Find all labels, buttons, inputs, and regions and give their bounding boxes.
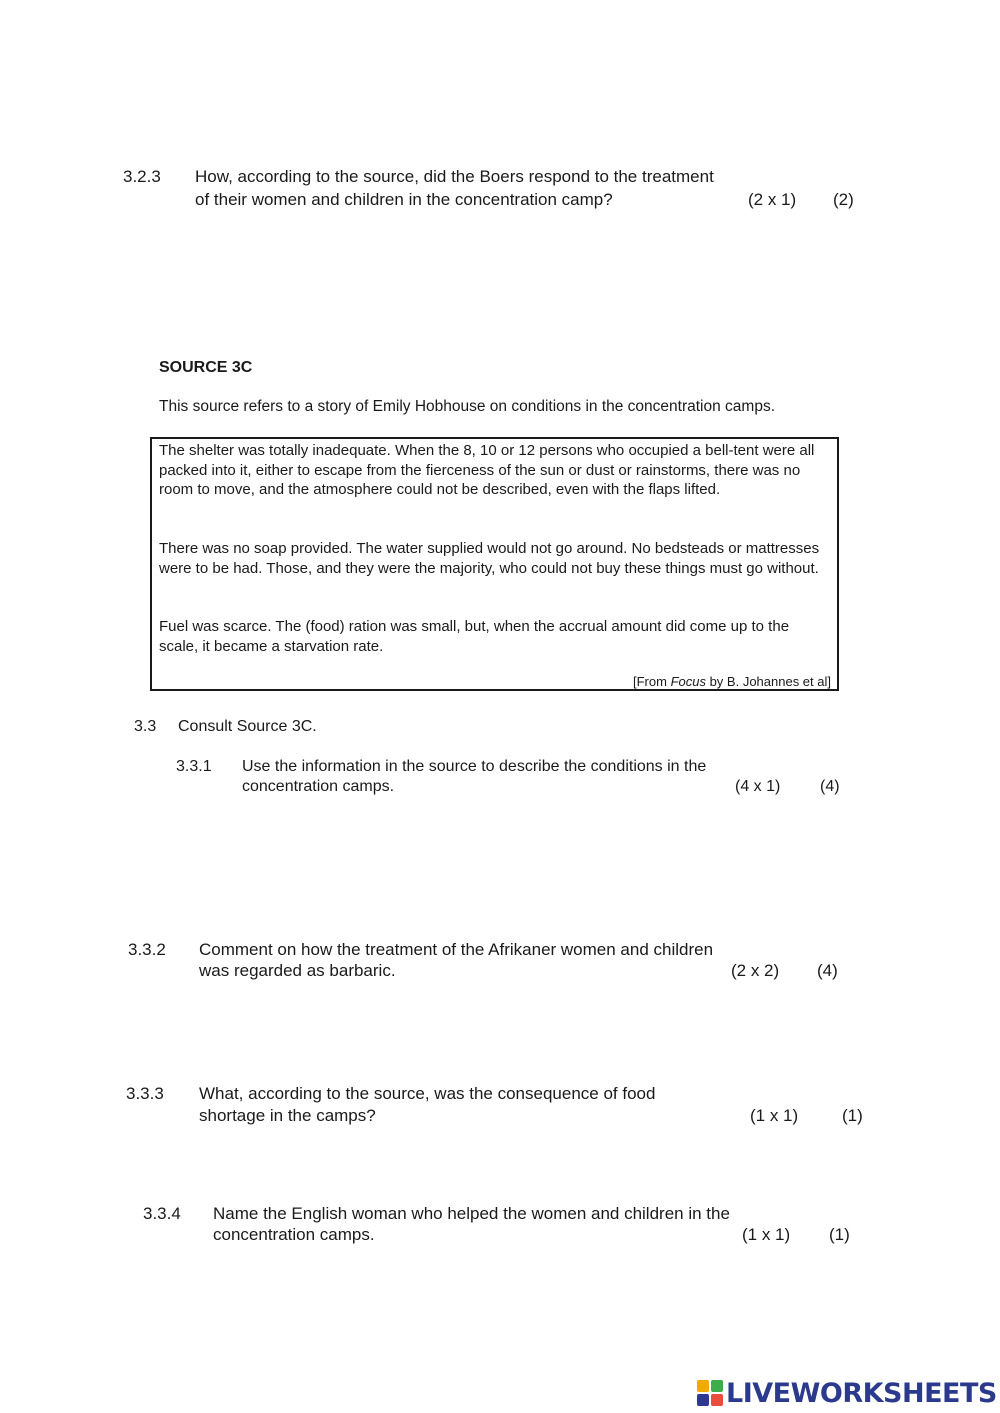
total-marks: (4) <box>820 778 840 795</box>
mark-allocation: (2 x 2) <box>731 961 780 980</box>
total-marks: (2) <box>833 190 854 209</box>
total-marks: (1) <box>842 1106 863 1125</box>
question-text-line: How, according to the source, did the Boers respond to the treatment <box>195 167 714 186</box>
question-number: 3.3 <box>134 718 157 735</box>
source-paragraph: There was no soap provided. The water supplied would not go around. No bedsteads or mattresses were to be had. Those, and they were the majority, who could not buy these things must go without. <box>159 540 820 577</box>
question-text-line: concentration camps. <box>213 1225 375 1244</box>
question-text-line: was regarded as barbaric. <box>199 961 396 980</box>
total-marks: (1) <box>829 1225 850 1244</box>
question-text-line: Use the information in the source to describe the conditions in the <box>242 758 707 775</box>
question-text-line: concentration camps. <box>242 778 395 795</box>
question-number: 3.2.3 <box>123 167 161 186</box>
logo-square <box>697 1394 709 1406</box>
question-text-line: shortage in the camps? <box>199 1106 376 1125</box>
mark-allocation: (1 x 1) <box>742 1225 791 1244</box>
source-paragraph: Fuel was scarce. The (food) ration was small, but, when the accrual amount did come up to the scale, it became a starvation rate. <box>159 618 790 655</box>
logo-square <box>711 1394 723 1406</box>
source-paragraph: The shelter was totally inadequate. When the 8, 10 or 12 persons who occupied a bell-tent were all packed into it, either to escape from the fierceness of the sun or dust or rainstorms, there was no room to move, and the atmosphere could not be described, even with the flaps lifted. <box>159 442 815 499</box>
question-number: 3.3.4 <box>143 1204 181 1223</box>
mark-allocation: (4 x 1) <box>735 778 781 795</box>
logo-square <box>711 1380 723 1392</box>
logo-square <box>697 1380 709 1392</box>
question-text-line: Consult Source 3C. <box>178 718 317 735</box>
liveworksheets-logo <box>697 1378 997 1408</box>
question-text-line: of their women and children in the concentration camp? <box>195 190 613 209</box>
question-number: 3.3.1 <box>176 758 212 775</box>
mark-allocation: (2 x 1) <box>748 190 797 209</box>
source-intro: This source refers to a story of Emily Hobhouse on conditions in the concentration camps. <box>159 398 775 415</box>
liveworksheets-logo-icon <box>697 1380 723 1406</box>
question-number: 3.3.2 <box>128 940 166 959</box>
source-citation: [From Focus by B. Johannes et al] <box>633 674 831 689</box>
logo-text: LIVEWORKSHEETS <box>726 1377 997 1409</box>
question-text-line: Comment on how the treatment of the Afrikaner women and children <box>199 940 714 959</box>
source-box <box>150 437 839 691</box>
mark-allocation: (1 x 1) <box>750 1106 799 1125</box>
question-text-line: What, according to the source, was the consequence of food <box>199 1084 656 1103</box>
source-title: SOURCE 3C <box>159 359 253 376</box>
question-number: 3.3.3 <box>126 1084 164 1103</box>
question-text-line: Name the English woman who helped the women and children in the <box>213 1204 730 1223</box>
total-marks: (4) <box>817 961 838 980</box>
